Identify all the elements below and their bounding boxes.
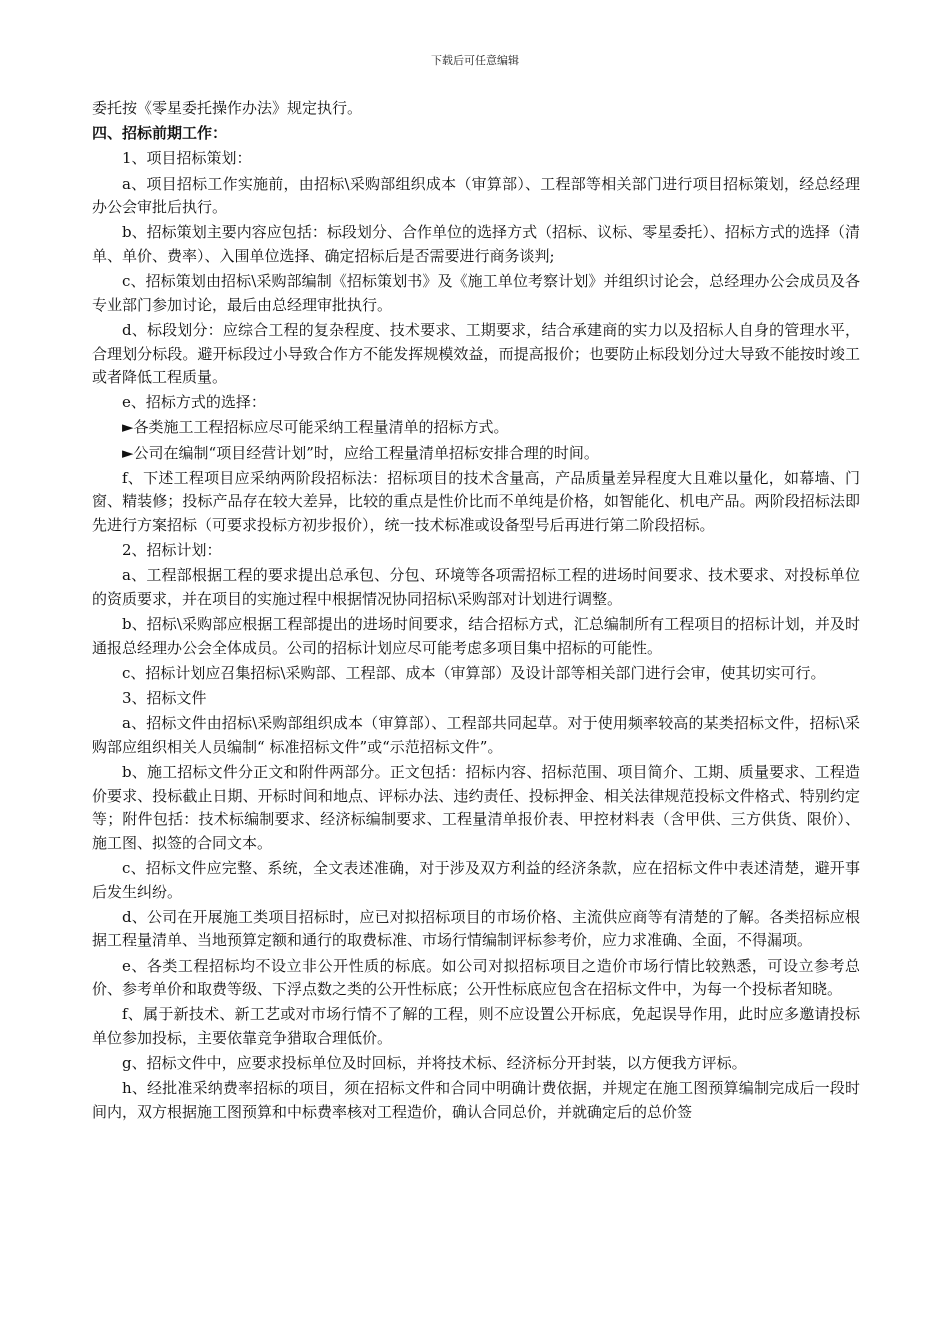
paragraph: a、项目招标工作实施前，由招标\采购部组织成本（审算部）、工程部等相关部门进行项目招标策划，经总经理办公会审批后执行。 <box>92 174 860 217</box>
paragraph: 委托按《零星委托操作办法》规定执行。 <box>92 99 363 117</box>
paragraph: c、招标策划由招标\采购部编制《招标策划书》及《施工单位考察计划》并组织讨论会，总经理办公会成员及各专业部门参加讨论，最后由总经理审批执行。 <box>92 272 860 314</box>
paragraph: 2、招标计划： <box>122 541 222 560</box>
document-body <box>92 97 860 1126</box>
paragraph: e、各类工程招标均不设立非公开性质的标底。如公司对拟招标项目之造价市场行情比较熟悉，可设立参考总价、参考单价和取费等级、下浮点数之类的公开性标底；公开性标底应包含在招标文件中，为每一个投标者知晓。 <box>92 956 860 999</box>
paragraph: c、招标计划应召集招标\采购部、工程部、成本（审算部）及设计部等相关部门进行会审，使其切实可行。 <box>122 663 826 682</box>
paragraph: f、下述工程项目应采纳两阶段招标法：招标项目的技术含量高，产品质量差异程度大且难以量化，如幕墙、门窗、精装修；投标产品存在较大差异，比较的重点是性价比而不单纯是价格，如智能化、机电产品。两阶段招标法即先进行方案招标（可要求投标方初步报价），统一技术标准或设备型号后再进行第二阶段招标。 <box>92 468 860 535</box>
paragraph: ►公司在编制“项目经营计划”时，应给工程量清单招标安排合理的时间。 <box>122 443 599 462</box>
page-header: 下载后可任意编辑 <box>431 54 519 67</box>
paragraph: e、招标方式的选择： <box>122 393 266 412</box>
paragraph: 1、项目招标策划： <box>122 149 252 168</box>
paragraph: b、施工招标文件分正文和附件两部分。正文包括：招标内容、招标范围、项目简介、工期、质量要求、工程造价要求、投标截止日期、开标时间和地点、评标办法、违约责任、投标押金、相关法律规范投标文件格式、特别约定等；附件包括：技术标编制要求、经济标编制要求、工程量清单报价表、甲控材料表（含甲供、三方供货、限价）、施工图、拟签的合同文本。 <box>92 763 860 852</box>
paragraph: d、公司在开展施工类项目招标时，应已对拟招标项目的市场价格、主流供应商等有清楚的了解。各类招标应根据工程量清单、当地预算定额和通行的取费标准、市场行情编制评标参考价，应力求准确、全面，不得漏项。 <box>92 907 860 950</box>
paragraph: 3、招标文件 <box>122 689 207 708</box>
paragraph: b、招标策划主要内容应包括：标段划分、合作单位的选择方式（招标、议标、零星委托）、招标方式的选择（清单、单价、费率）、入围单位选择、确定招标后是否需要进行商务谈判; <box>92 223 860 265</box>
paragraph: d、标段划分：应综合工程的复杂程度、技术要求、工期要求，结合承建商的实力以及招标人自身的管理水平，合理划分标段。避开标段过小导致合作方不能发挥规模效益，而提高报价；也要防止标段划分过大导致不能按时竣工或者降低工程质量。 <box>92 320 860 387</box>
paragraph: h、经批准采纳费率招标的项目，须在招标文件和合同中明确计费依据，并规定在施工图预算编制完成后一段时间内，双方根据施工图预算和中标费率核对工程造价，确认合同总价，并就确定后的总价签 <box>92 1079 860 1121</box>
paragraph: a、工程部根据工程的要求提出总承包、分包、环境等各项需招标工程的进场时间要求、技术要求、对投标单位的资质要求，并在项目的实施过程中根据情况协同招标\采购部对计划进行调整。 <box>92 566 860 608</box>
paragraph: f、属于新技术、新工艺或对市场行情不了解的工程，则不应设置公开标底，免起误导作用，此时应多邀请投标单位参加投标，主要依靠竞争猎取合理低价。 <box>92 1005 860 1048</box>
paragraph: g、招标文件中，应要求投标单位及时回标，并将技术标、经济标分开封装，以方便我方评标。 <box>122 1054 747 1073</box>
paragraph: b、招标\采购部应根据工程部提出的进场时间要求，结合招标方式，汇总编制所有工程项目的招标计划，并及时通报总经理办公会全体成员。公司的招标计划应尽可能考虑多项目集中招标的可能性。 <box>92 615 860 657</box>
section-heading: 四、招标前期工作： <box>92 124 228 143</box>
paragraph: c、招标文件应完整、系统，全文表述准确，对于涉及双方利益的经济条款，应在招标文件中表述清楚，避开事后发生纠纷。 <box>92 859 860 901</box>
paragraph: a、招标文件由招标\采购部组织成本（审算部）、工程部共同起草。对于使用频率较高的某类招标文件，招标\采购部应组织相关人员编制“ 标准招标文件”或“示范招标文件”。 <box>92 714 860 756</box>
paragraph: ►各类施工工程招标应尽可能采纳工程量清单的招标方式。 <box>122 418 509 437</box>
